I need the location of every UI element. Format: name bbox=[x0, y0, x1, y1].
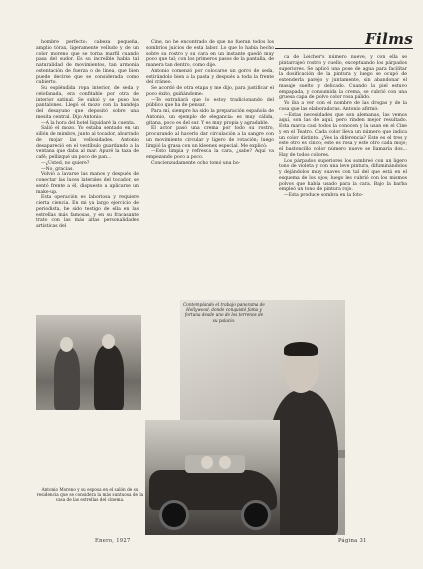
paragraph: Su espléndida ropa interior, de seda y celofanada, era confitable por otra de interior satinal. Se subió y se puso los pantalones. Llegó el mozo con la bandeja del desayuno que depositó sobre una mesita central. Dijo Antonio: bbox=[36, 86, 139, 120]
face bbox=[102, 334, 115, 349]
car-wheel bbox=[159, 500, 189, 530]
paragraph: Antonio comenzó por colocarse un gorro de seda, estirándolo bien a la pasta y después a toda la frente del cráneo. bbox=[146, 68, 274, 86]
footer-date: Enero, 1927 bbox=[95, 538, 131, 544]
paragraph: —Estas necesidades que son alemanas, las vemos aquí, son las de aquí, pero rinden mejor resultado. Esta marca casi todos la conocen y la usan en el Cine y en el Teatro. Cada color lleva un número que indica un color distinto. ¿Ves la diferencia? Este es el tres y este otro es cinco; este es rosa y este otro cada mojo; el bastoncillo color número nueve se llamaría dos... Hay de todos colores. bbox=[279, 112, 407, 158]
paragraph: Para mí, siempre ha sido la preparación española de Antonio, un ejemplo de elegancia: es muy cálida, gitana, poco es del sur. Y es muy propia y agradable. bbox=[146, 109, 274, 126]
paragraph: —Te extrañará que lo estoy tradicionando del público que ha de pensar. bbox=[146, 97, 274, 109]
paragraph: Volvió a lavarse las manos y después de conectar las luces laterales del tocador, se sentó frente a él, dispuesto a aplicarse un make-up. bbox=[36, 172, 139, 195]
figure-man bbox=[94, 345, 124, 410]
paragraph: hombre perfecto: cabeza pequeña, amplio tórax, ligeramente velludo y de un color moreno que se torna marfil cuando pasa del sudor. Es su increíble habla tal naturalidad de movimientos, tan armonía ostentación de fuerza o de línea, que bien puede decirse que se considerada como cubierto. bbox=[36, 40, 139, 86]
paragraph: Los párpados superiores los sombreó con un ligero tono de violeta y con una leve pintura, difuminándolos y dejándolos muy suaves con tal del que está en el esquema de los ojos; luego les cubrió con los mismos polvos que había usado para la cara. Bajo la barba empleó un tono de pintura rojo. bbox=[279, 158, 407, 193]
face bbox=[60, 337, 73, 352]
footer-page-number: Página 31 bbox=[338, 538, 367, 544]
paragraph: —A la hora del hotel liquidaré la cuenta. bbox=[41, 120, 136, 126]
paragraph: —Esta produce sombra en la foto- bbox=[284, 193, 364, 198]
face bbox=[219, 456, 231, 469]
paragraph: Salió el mozo. Yo estaba sentado en un sillón de mimbre, junto al tocador, aburrado de mojar las vellosidades. Antonio desapareció en el vestíbulo guardando a la ventana que daba al mar. Apuré la taza de café; pellizqué un poco de pan... bbox=[36, 126, 139, 160]
text-column-1 bbox=[36, 40, 139, 310]
face bbox=[201, 456, 213, 469]
paragraph: Cine, no he encontrado de que no fueran todos los sombríos juicios de esta labor. Lo que lo había hecho sobre su rostro y su cara en un instante quedó muy poco que tal; con los primeros pasos de la pantalla, de manera tan dentro, como dije. bbox=[146, 40, 274, 68]
photo-caption: Antonio Moreno y su esposa en el salón de su residencia que se considera la más suntuosa de la casa de las estrellas del cinema. bbox=[36, 487, 144, 503]
figure-woman bbox=[54, 347, 80, 410]
car-wheel bbox=[241, 500, 271, 530]
car-windshield bbox=[185, 455, 245, 473]
masthead-title: Films bbox=[365, 30, 413, 48]
text-column-2 bbox=[146, 40, 274, 265]
photo-caption: Contemplando el trabajo panorama de Hollywood, donde conquistó fama y fortuna desde uno de los terrenos de su palacio. bbox=[183, 302, 265, 323]
photo-couple-salon bbox=[36, 315, 141, 410]
paragraph: —Esto limpia y refresca la cara, ¿sabe? Aquí va empezando poco a poco. bbox=[146, 149, 274, 160]
paragraph: Yo iba a ver con el nombre de las drogas y de la cosa que las elaboradoras. Antonio afirmó: bbox=[279, 101, 407, 112]
paragraph: ca de Leicher's número nueve, y con ella se pintarrajeó rostro y cuello, exceptuando los párpados superiores. Se aplicó una pose de agua para facilitar la dosificación de la pintura y luego se ocupó de extenderla parejo y juntamente, sin abandonar el masaje suelto y delicado. Cuando la piel estuvo empapada, y consumida la crema, se cubrió con una gruesa capa de polvo color rosa pálido. bbox=[279, 55, 407, 101]
masthead-rule bbox=[275, 48, 413, 49]
paragraph: Se acordó de otra etapa y me dijo, para justificar el poco éxito, guiñándome: bbox=[146, 86, 274, 97]
paragraph: Esta operación es laboriosa y requiere cierta ciencia. En mi ya largo ejercicio de periodista, he sido testigo de ella en las estrellas más famosas, y en su fracasante trato con las más altas personalidades artísticas del bbox=[36, 195, 139, 229]
photo-car bbox=[145, 420, 280, 535]
paragraph: Concienzudamente ocho tomó una bo- bbox=[151, 160, 241, 166]
paragraph: —¿Usted, no quiere? bbox=[41, 160, 90, 166]
paragraph: El actor pasó una crema por todo su rostro, procurando al hacerlo dar circulación a la sangre con un movimiento circular y ligero de rotación; luego limpió la grasa con un kleenex especial. Me explicó: bbox=[146, 126, 274, 149]
hair bbox=[284, 342, 318, 356]
paragraph: —No, gracias. bbox=[41, 166, 74, 172]
